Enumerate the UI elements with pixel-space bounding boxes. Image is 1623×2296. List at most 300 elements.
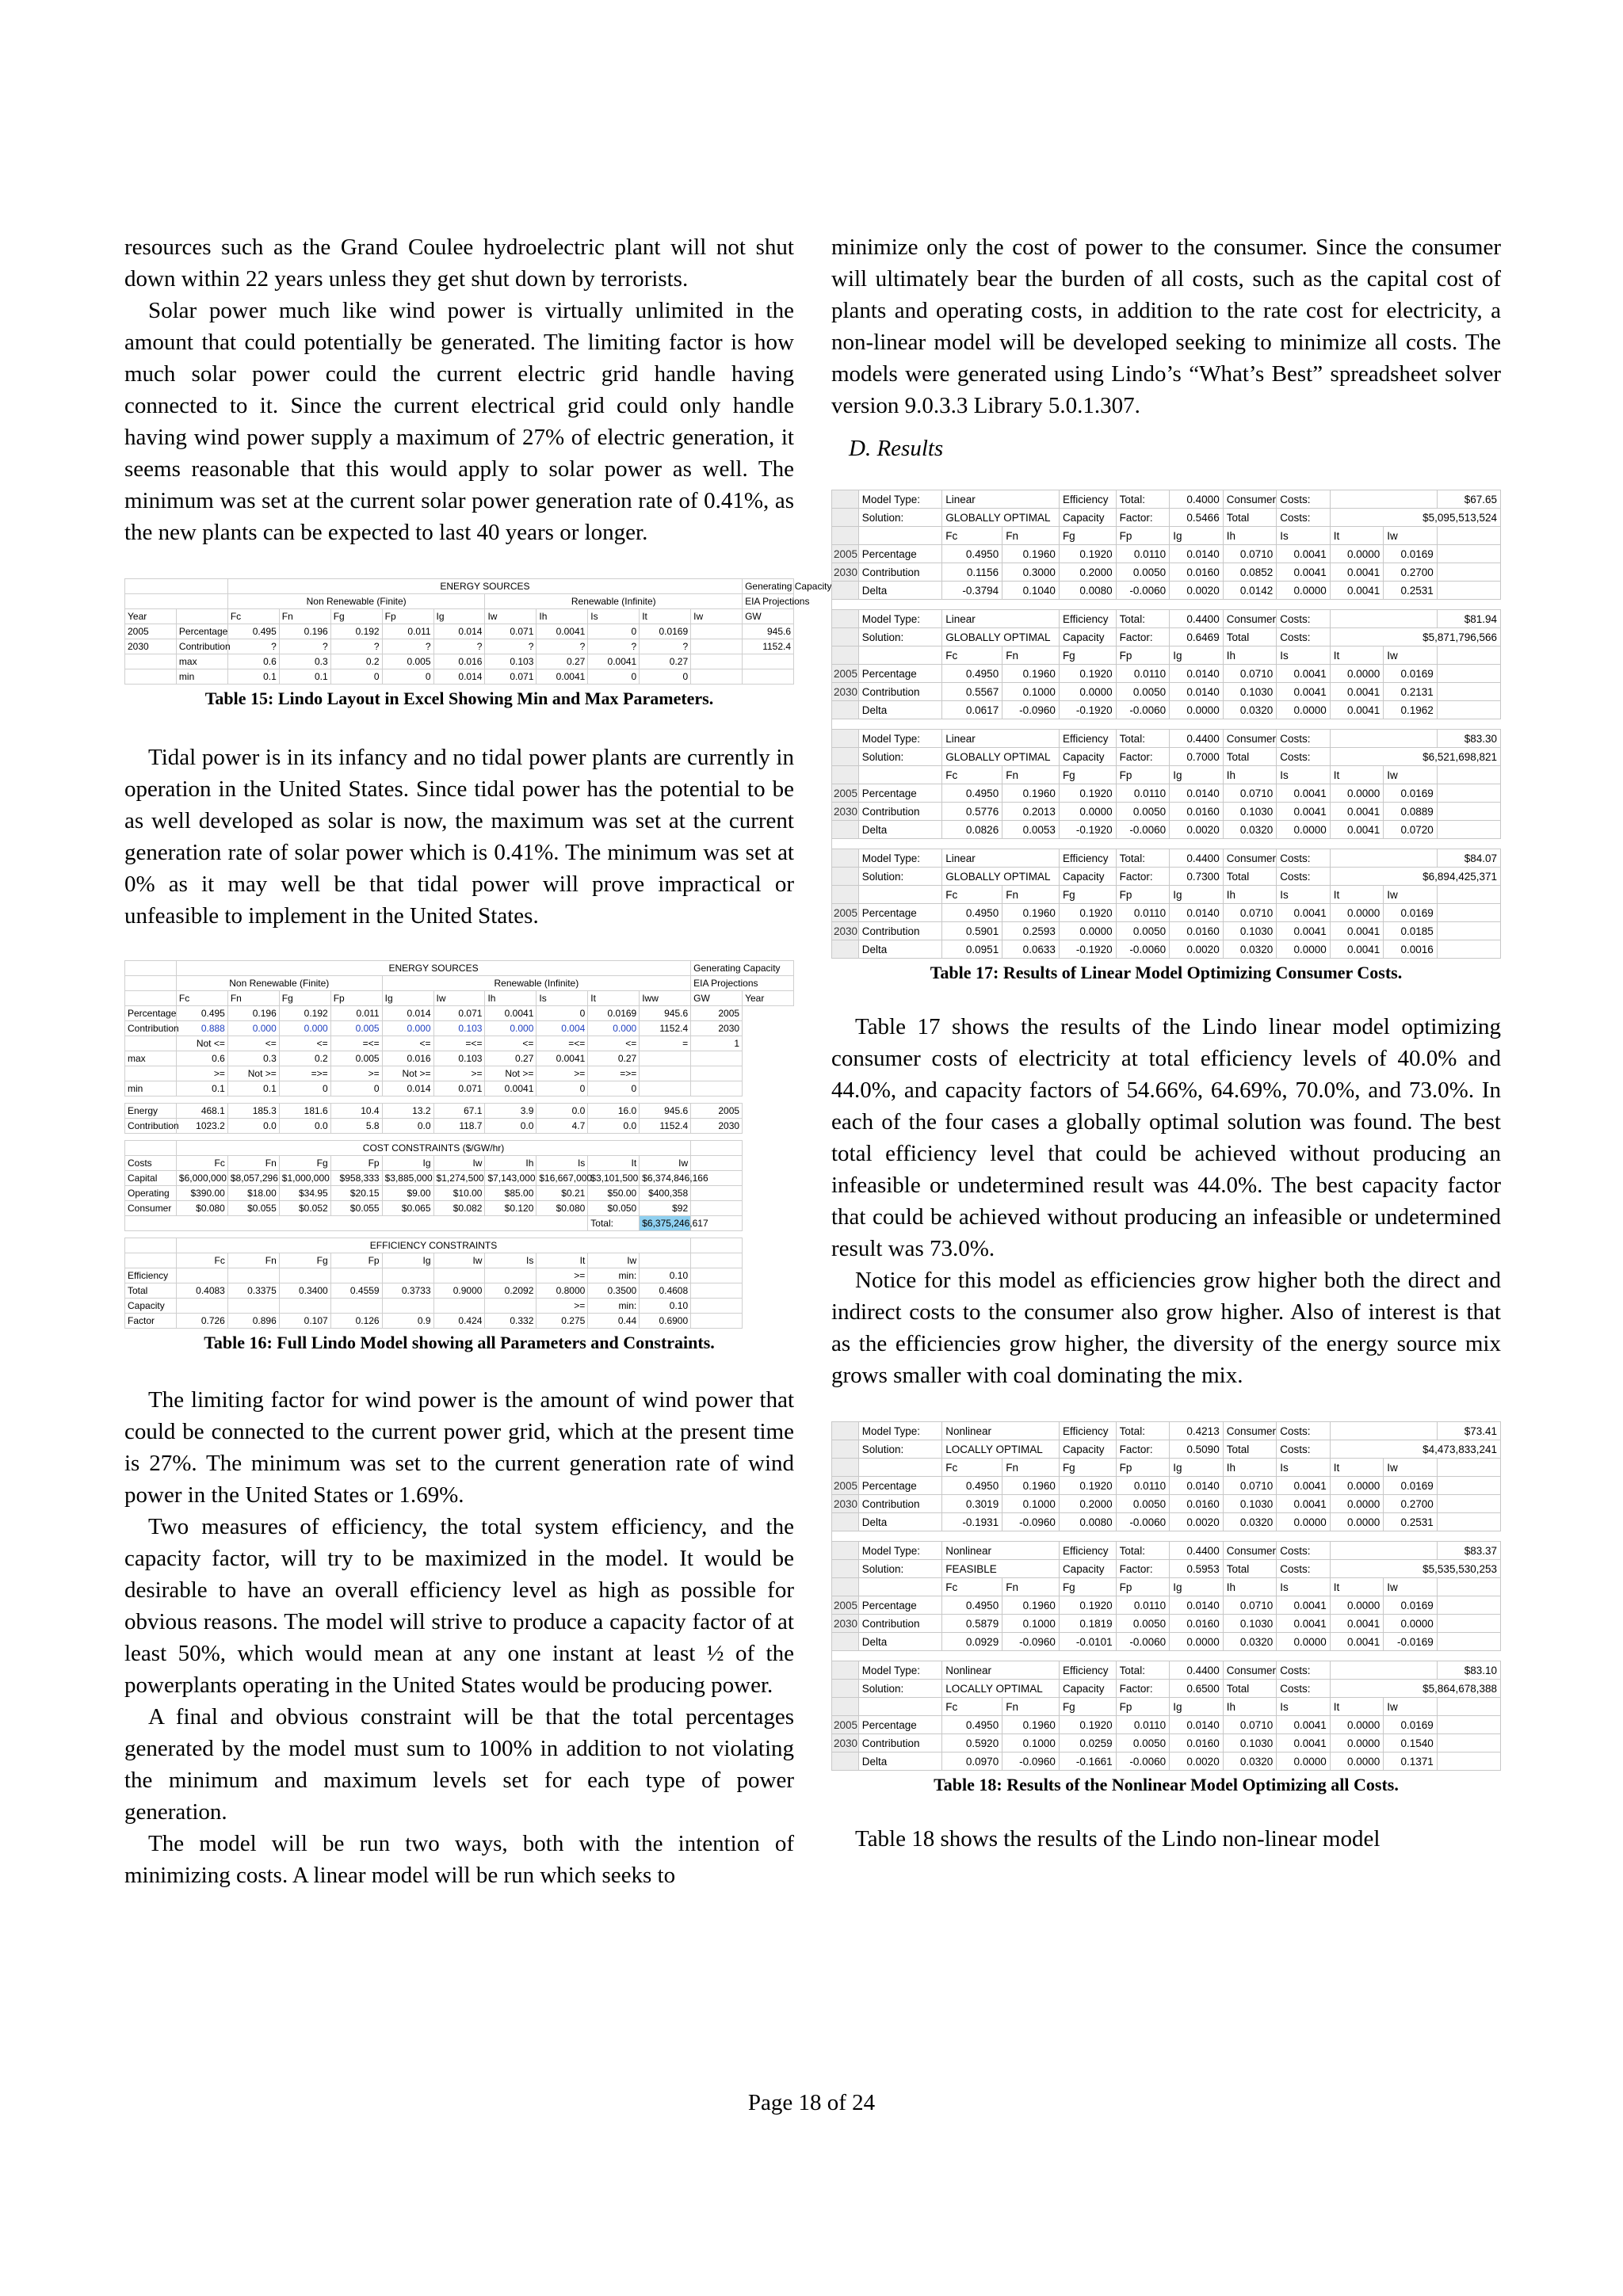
table-cell: <= [382, 1036, 433, 1051]
table-cell: 0.0160 [1170, 922, 1224, 940]
table-cell: Factor: [1116, 868, 1170, 886]
table-cell [832, 1633, 859, 1651]
table-16 [124, 960, 794, 1354]
table-cell: Contribution [858, 563, 942, 582]
column-header: Is [1277, 1578, 1331, 1596]
right-column [831, 231, 1501, 1855]
table-cell: 0.071 [433, 1006, 485, 1021]
table-cell: max [125, 1051, 177, 1066]
table-cell: 0.0041 [537, 1051, 588, 1066]
table-cell [176, 609, 227, 624]
efficiency-value: 0.4000 [1170, 490, 1224, 509]
table-header: Iww [640, 991, 691, 1006]
table-cell [1330, 1422, 1437, 1440]
table-cell: 0.0970 [942, 1753, 1002, 1771]
table-cell: Capacity [125, 1299, 177, 1314]
table-cell [125, 1238, 177, 1253]
table-cell [1437, 1698, 1500, 1716]
table-header: Renewable (Infinite) [485, 594, 743, 609]
table-cell [1437, 922, 1500, 940]
table-cell: 0.1920 [1059, 1477, 1116, 1495]
table-cell: 1152.4 [743, 639, 794, 654]
table-cell: Delta [858, 821, 942, 839]
table-cell: 0.005 [330, 1051, 382, 1066]
table-cell: 0.0000 [1277, 582, 1331, 600]
table-cell: 0.107 [279, 1314, 330, 1329]
table-cell [176, 1299, 227, 1314]
column-header: It [1330, 1459, 1384, 1477]
table-cell: 0.2 [279, 1051, 330, 1066]
table-cell: 0.0110 [1116, 1716, 1170, 1734]
table-cell: 0.5567 [942, 683, 1002, 701]
table-cell: 0.000 [485, 1021, 537, 1036]
table-cell: Consumer [1223, 1422, 1277, 1440]
table-cell: $20.15 [330, 1186, 382, 1201]
table-cell: 0.0000 [1059, 922, 1116, 940]
table-cell: $10.00 [433, 1186, 485, 1201]
table-cell: 0.1962 [1384, 701, 1438, 719]
table-cell: 0.1960 [1002, 904, 1060, 922]
table-cell: Delta [858, 1513, 942, 1531]
table-cell [125, 579, 228, 594]
table-cell: 2005 [125, 624, 177, 639]
table-cell: 0.0041 [1277, 1615, 1331, 1633]
table-row [125, 1299, 794, 1314]
table-cell [832, 766, 859, 784]
table-cell: Is [537, 1156, 588, 1171]
column-header: Ig [1170, 1459, 1224, 1477]
table-cell: 0.0320 [1223, 821, 1277, 839]
table-cell [1437, 1596, 1500, 1615]
total-label: Total: [588, 1216, 640, 1231]
table-cell: 0 [588, 1081, 640, 1097]
column-header: Fp [1116, 886, 1170, 904]
table-cell: 0.103 [433, 1021, 485, 1036]
table-cell [743, 654, 794, 669]
table-cell: 0.1920 [1059, 784, 1116, 803]
table-row [832, 1459, 1501, 1477]
table-cell: 0.0020 [1170, 1513, 1224, 1531]
table-cell: Not >= [382, 1066, 433, 1081]
table-cell: 0.0041 [485, 1081, 537, 1097]
solution-status: GLOBALLY OPTIMAL [942, 748, 1060, 766]
table-cell: Fp [330, 1156, 382, 1171]
table-cell: Solution: [858, 509, 942, 527]
table-cell: $1,274,500 [433, 1171, 485, 1186]
table-cell: 0.0041 [1277, 1495, 1331, 1513]
table-row [125, 609, 794, 624]
table-cell [1330, 610, 1437, 628]
column-header: It [1330, 886, 1384, 904]
table-cell: Iw [640, 1156, 691, 1171]
table-cell: 0.000 [588, 1021, 640, 1036]
table-cell: 3.9 [485, 1104, 537, 1119]
table-header: Fn [279, 609, 330, 624]
table-cell: 0.0000 [1277, 1633, 1331, 1651]
table-cell [125, 1231, 743, 1238]
table-cell: 0.3375 [227, 1283, 279, 1299]
table-cell: Model Type: [858, 610, 942, 628]
table-cell: >= [537, 1268, 588, 1283]
table-cell: Efficiency [125, 1268, 177, 1283]
table-cell: Iw [588, 1253, 640, 1268]
table-row [832, 784, 1501, 803]
table-cell [125, 1253, 177, 1268]
table-cell: 0.5776 [942, 803, 1002, 821]
table-cell: -0.0101 [1059, 1633, 1116, 1651]
table-cell: 0.1 [279, 669, 330, 685]
table-cell: Costs: [1277, 610, 1331, 628]
table-header: Iw [485, 609, 537, 624]
table-cell: 0.1920 [1059, 665, 1116, 683]
table-cell [1437, 1477, 1500, 1495]
table-row [832, 1661, 1501, 1680]
table-cell: 0.0710 [1223, 545, 1277, 563]
table-cell: Costs: [1277, 748, 1331, 766]
table-cell: 0.1920 [1059, 1716, 1116, 1734]
table-cell [1437, 563, 1500, 582]
table-cell: Efficiency [1059, 610, 1116, 628]
table-cell: 2030 [691, 1021, 743, 1036]
table-cell [1437, 701, 1500, 719]
table-cell: 0.1960 [1002, 1716, 1060, 1734]
table-cell: 2030 [832, 683, 859, 701]
table-cell: 0.0000 [1330, 545, 1384, 563]
table-cell: Total [125, 1283, 177, 1299]
table-cell: 0.126 [330, 1314, 382, 1329]
table-cell: max [176, 654, 227, 669]
table-cell: 468.1 [176, 1104, 227, 1119]
table-cell [832, 940, 859, 959]
table-cell: Model Type: [858, 730, 942, 748]
column-header: Ig [1170, 1578, 1224, 1596]
table-row [832, 545, 1501, 563]
table-cell [1437, 1716, 1500, 1734]
table-cell: 0.2013 [1002, 803, 1060, 821]
table-cell [279, 1299, 330, 1314]
table-cell: 0.5920 [942, 1734, 1002, 1753]
table-cell: $390.00 [176, 1186, 227, 1201]
table-cell: $7,143,000 [485, 1171, 537, 1186]
table-cell: 0.0259 [1059, 1734, 1116, 1753]
table-cell: Total [1223, 1560, 1277, 1578]
table-cell: 4.7 [537, 1119, 588, 1134]
table-cell: 181.6 [279, 1104, 330, 1119]
table-cell [691, 1156, 743, 1171]
table-cell: Total: [1116, 1661, 1170, 1680]
table-cell: 0.0169 [1384, 665, 1438, 683]
table-cell [832, 701, 859, 719]
table-cell: 0.0041 [1330, 582, 1384, 600]
table-cell: 0.0951 [942, 940, 1002, 959]
table-cell: Percentage [858, 1477, 942, 1495]
table-cell: 2030 [832, 803, 859, 821]
table-cell: 2030 [125, 639, 177, 654]
table-cell: 0 [330, 669, 382, 685]
consumer-cost: $83.37 [1437, 1542, 1500, 1560]
table-cell: Delta [858, 1633, 942, 1651]
table-cell: Model Type: [858, 490, 942, 509]
table-cell: 0.192 [330, 624, 382, 639]
column-header: Ih [1223, 1459, 1277, 1477]
table-cell [832, 886, 859, 904]
table-cell: 0.6 [227, 654, 279, 669]
table-cell: Total [1223, 628, 1277, 646]
table-cell [858, 886, 942, 904]
table-cell: =<= [330, 1036, 382, 1051]
table-cell: 0.0320 [1223, 1633, 1277, 1651]
table-cell [125, 1036, 177, 1051]
table-cell: Costs: [1277, 509, 1331, 527]
table-cell: 0.0000 [1330, 1753, 1384, 1771]
table-cell [382, 1268, 433, 1283]
table-cell: Capacity [1059, 868, 1116, 886]
table-cell: $18.00 [227, 1186, 279, 1201]
table-cell: Percentage [858, 665, 942, 683]
table-cell: Model Type: [858, 1422, 942, 1440]
table-row [832, 1578, 1501, 1596]
table-cell: Factor: [1116, 1560, 1170, 1578]
table-cell: Capacity [1059, 1680, 1116, 1698]
table-15-grid [124, 578, 832, 685]
table-cell [832, 1459, 859, 1477]
table-cell: 0 [588, 624, 640, 639]
table-cell [125, 654, 177, 669]
table-row [832, 1495, 1501, 1513]
table-cell: 0 [537, 1081, 588, 1097]
table-cell: 0.0041 [1277, 803, 1331, 821]
table-cell: 0.0320 [1223, 1753, 1277, 1771]
table-cell [1437, 665, 1500, 683]
table-cell: 0.1030 [1223, 1734, 1277, 1753]
table-cell [832, 839, 1501, 849]
table-cell: 0.0160 [1170, 563, 1224, 582]
table-row [832, 922, 1501, 940]
table-row [125, 1186, 794, 1201]
table-cell: Delta [858, 582, 942, 600]
table-cell: 0.0020 [1170, 582, 1224, 600]
table-row [832, 1698, 1501, 1716]
column-header: Fn [1002, 886, 1060, 904]
table-cell: 0.0041 [1277, 545, 1331, 563]
table-row [125, 1238, 794, 1253]
table-cell: 0.0169 [1384, 1477, 1438, 1495]
table-row [125, 624, 794, 639]
table-cell: -0.0060 [1116, 1753, 1170, 1771]
column-header: Iw [1384, 527, 1438, 545]
table-cell: Percentage [858, 545, 942, 563]
table-cell: ? [227, 639, 279, 654]
table-cell: 0.0169 [1384, 1716, 1438, 1734]
table-cell: Efficiency [1059, 849, 1116, 868]
table-cell: 0.726 [176, 1314, 227, 1329]
table-header: Year [743, 991, 794, 1006]
table-cell [1330, 1661, 1437, 1680]
table-cell [1437, 527, 1500, 545]
table-cell: -0.0960 [1002, 1753, 1060, 1771]
table-cell: 0.0041 [1277, 665, 1331, 683]
table-cell: $0.080 [176, 1201, 227, 1216]
table-cell: $0.080 [537, 1201, 588, 1216]
table-cell [858, 766, 942, 784]
table-cell [832, 868, 859, 886]
table-cell: 0.0020 [1170, 940, 1224, 959]
table-header: Generating Capacity [691, 961, 794, 976]
column-header: Ig [1170, 1698, 1224, 1716]
table-title: EFFICIENCY CONSTRAINTS [176, 1238, 690, 1253]
table-header: Fp [330, 991, 382, 1006]
table-row [125, 1156, 794, 1171]
efficiency-value: 0.4213 [1170, 1422, 1224, 1440]
paragraph: A final and obvious constraint will be that the total percentages generated by the model must sum to 100% in addition to not violating the minimum and maximum levels set for each type of power generation. [124, 1704, 794, 1825]
table-header: Iw [691, 609, 743, 624]
table-cell: Consumer [1223, 1542, 1277, 1560]
table-cell: 0.4950 [942, 545, 1002, 563]
table-cell: Consumer [1223, 610, 1277, 628]
table-cell: 0.0320 [1223, 701, 1277, 719]
column-header: Ih [1223, 1698, 1277, 1716]
table-cell: Model Type: [858, 1542, 942, 1560]
table-cell [1437, 683, 1500, 701]
table-cell: 0.0000 [1170, 1633, 1224, 1651]
table-cell: Capacity [1059, 748, 1116, 766]
table-row [832, 527, 1501, 545]
table-cell: 0 [330, 1081, 382, 1097]
table-cell: 0 [588, 669, 640, 685]
table-cell: 0.3400 [279, 1283, 330, 1299]
table-row [125, 1104, 794, 1119]
column-header: Fp [1116, 1578, 1170, 1596]
table-cell: Iw [433, 1253, 485, 1268]
table-cell: 0.495 [227, 624, 279, 639]
table-cell [691, 1238, 743, 1253]
table-cell: 0.0041 [1330, 683, 1384, 701]
table-cell [1437, 1459, 1500, 1477]
table-cell: 0.103 [433, 1051, 485, 1066]
table-cell: 0.0140 [1170, 545, 1224, 563]
table-cell: Solution: [858, 628, 942, 646]
table-cell [858, 527, 942, 545]
solution-status: GLOBALLY OPTIMAL [942, 509, 1060, 527]
table-cell: Solution: [858, 748, 942, 766]
table-cell: 0.0080 [1059, 1513, 1116, 1531]
table-cell [330, 1299, 382, 1314]
table-cell: $9.00 [382, 1186, 433, 1201]
table-row [125, 961, 794, 976]
column-header: Ig [1170, 886, 1224, 904]
table-row [832, 1753, 1501, 1771]
table-cell: 0.0169 [1384, 1596, 1438, 1615]
column-header: Ih [1223, 1578, 1277, 1596]
table-cell: 945.6 [640, 1104, 691, 1119]
table-cell: 0.0826 [942, 821, 1002, 839]
table-row [832, 1734, 1501, 1753]
table-row [125, 639, 794, 654]
total-cost: $5,864,678,388 [1330, 1680, 1500, 1698]
table-row [832, 748, 1501, 766]
table-cell: Solution: [858, 1680, 942, 1698]
table-cell: 0.0000 [1330, 665, 1384, 683]
table-cell: Costs: [1277, 490, 1331, 509]
table-cell: Costs: [1277, 1440, 1331, 1459]
column-header: Fc [942, 1459, 1002, 1477]
paragraph: Table 18 shows the results of the Lindo non-linear model [855, 1826, 1381, 1852]
table-cell: 0.1540 [1384, 1734, 1438, 1753]
table-cell: 0.0041 [1277, 784, 1331, 803]
table-cell: $0.055 [227, 1201, 279, 1216]
table-row [832, 1531, 1501, 1542]
table-cell [1437, 646, 1500, 665]
table-cell: 1152.4 [640, 1021, 691, 1036]
table-cell [832, 1680, 859, 1698]
consumer-cost: $81.94 [1437, 610, 1500, 628]
table-cell: -0.0960 [1002, 701, 1060, 719]
table-row [125, 991, 794, 1006]
table-cell: 0.0041 [1277, 1477, 1331, 1495]
column-header: Fg [1059, 886, 1116, 904]
table-cell: 0.1819 [1059, 1615, 1116, 1633]
table-cell [832, 1753, 859, 1771]
table-header: GW [691, 991, 743, 1006]
table-cell [125, 1141, 177, 1156]
table-cell: 0.0041 [1330, 701, 1384, 719]
paragraph: Tidal power is in its infancy and no tidal power plants are currently in operation in the United States. Since tidal power has the potential to be as well developed as solar is now, the maximum was set at the current generation rate of solar power which is 0.41%. The minimum was set at 0% as it may well be that tidal power will prove impractical or unfeasible to implement in the United States. [124, 745, 794, 929]
table-row [832, 1542, 1501, 1560]
table-cell: 945.6 [743, 624, 794, 639]
table-cell: 0.0041 [1330, 1615, 1384, 1633]
table-row [832, 628, 1501, 646]
table-cell: 2005 [832, 1596, 859, 1615]
table-row [125, 1066, 794, 1081]
table-cell: Fn [227, 1156, 279, 1171]
table-cell: Consumer [125, 1201, 177, 1216]
table-cell: 0.2593 [1002, 922, 1060, 940]
capacity-value: 0.5466 [1170, 509, 1224, 527]
table-cell: 0.0000 [1384, 1615, 1438, 1633]
table-cell [485, 1268, 537, 1283]
table-row [832, 1615, 1501, 1633]
table-cell [125, 594, 228, 609]
table-cell [1437, 1633, 1500, 1651]
solution-status: FEASIBLE [942, 1560, 1060, 1578]
table-header: Fg [330, 609, 382, 624]
solution-status: GLOBALLY OPTIMAL [942, 868, 1060, 886]
table-cell: Fg [279, 1253, 330, 1268]
table-header: Iw [433, 991, 485, 1006]
table-cell: Contribution [858, 1734, 942, 1753]
column-header: Fp [1116, 1698, 1170, 1716]
table-cell: 0.0889 [1384, 803, 1438, 821]
table-cell: 0.275 [537, 1314, 588, 1329]
table-cell: ? [330, 639, 382, 654]
table-cell: 0.0 [227, 1119, 279, 1134]
table-cell: 0.4559 [330, 1283, 382, 1299]
efficiency-value: 0.4400 [1170, 730, 1224, 748]
table-cell: Factor: [1116, 1440, 1170, 1459]
table-cell: 0.9 [382, 1314, 433, 1329]
table-row [125, 669, 794, 685]
table-cell: Contribution [858, 1495, 942, 1513]
table-cell: $6,000,000 [176, 1171, 227, 1186]
table-cell: Not >= [227, 1066, 279, 1081]
table-cell: 0 [279, 1081, 330, 1097]
column-header: It [1330, 646, 1384, 665]
table-row [125, 1201, 794, 1216]
table-cell [832, 1560, 859, 1578]
table-cell: 0.1030 [1223, 683, 1277, 701]
paragraph: The limiting factor for wind power is the amount of wind power that could be connected to the current power grid, which at the present time is 27%. The minimum was set to the current generation rate of wind power in the United States or 1.69%. [124, 1387, 794, 1508]
total-cost: $4,473,833,241 [1330, 1440, 1500, 1459]
